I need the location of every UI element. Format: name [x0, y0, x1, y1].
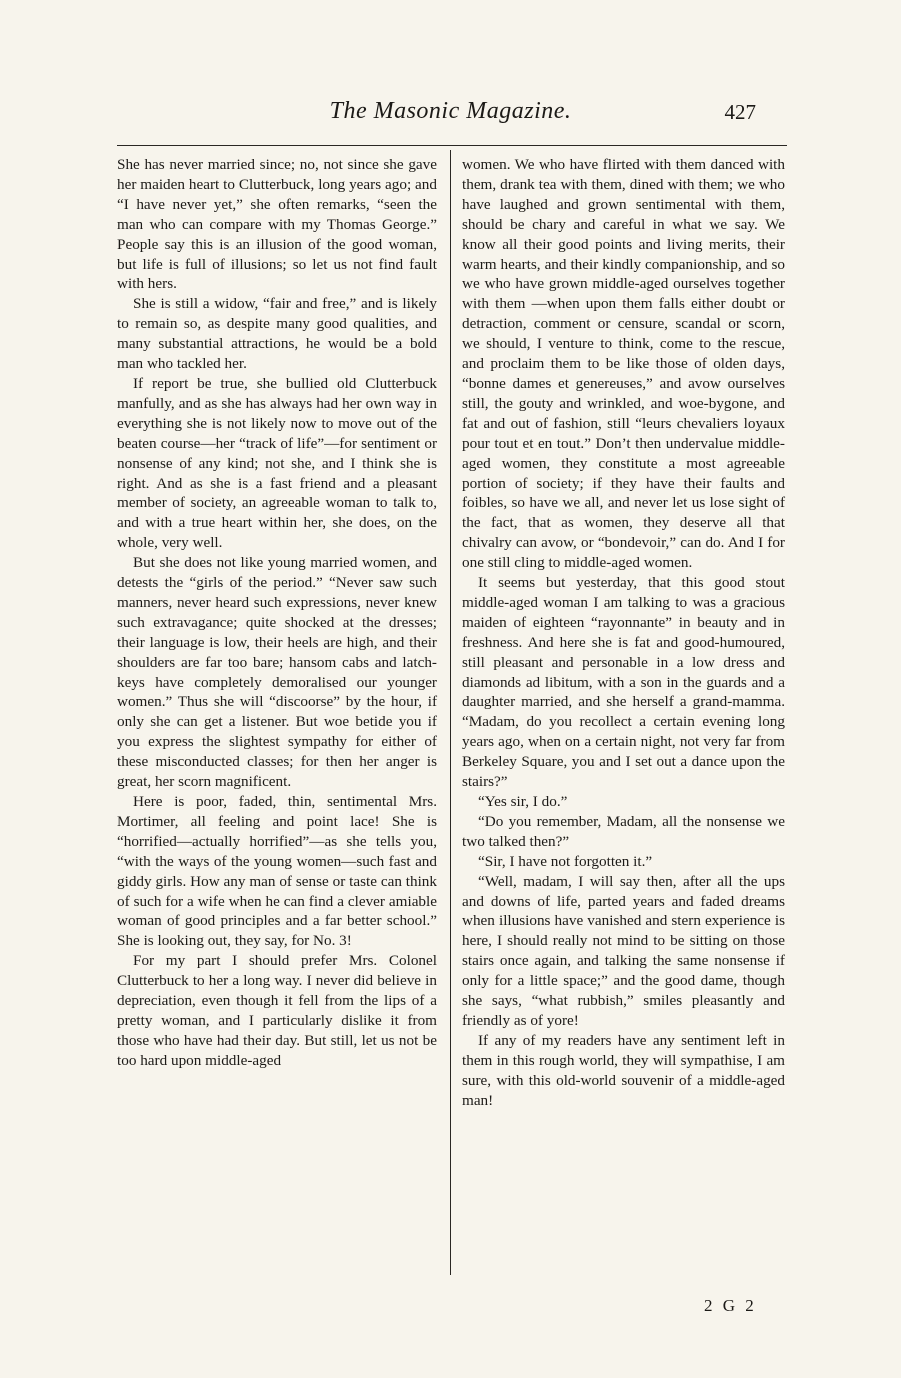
paragraph: women. We who have flirted with them danced with them, drank tea with them, dined with them; we who have laughed and grown sentimental with them, should be chary and careful in what we say. We know all their good points and living merits, their warm hearts, and their kindly companionship, and so we who have grown middle-aged ourselves together with them —when upon them falls either doubt or detraction, comment or censure, scandal or scorn, we should, I venture to think, come to the rescue, and proclaim them to be like those of olden days, “bonne dames et genereuses,” and avow ourselves still, the gouty and wrinkled, and woe-bygone, and fat and out of fashion, still “leurs chevaliers loyaux pour tout et en tout.” Don’t then undervalue middle-aged women, they constitute a most agreeable portion of society; if they have their faults and foibles, so have we all, and never let us lose sight of the fact, that as women, they deserve all that chivalry can avow, or “bondevoir,” can do. And I for one still cling to middle-aged women. — [462, 156, 785, 572]
paragraph: But she does not like young married women, and detests the “girls of the period.” “Never saw such manners, never heard such expressions, never knew such extravagance; quite shocked at the dresses; their language is low, their heels are high, and their shoulders are far too bare; hansom cabs and latch-keys have completely demoralised our younger women.” Thus she will “discoorse” by the hour, if only she can get a listener. But woe betide you if you express the slightest sympathy for either of these misconducted classes; for then her anger is great, her scorn magnificent. — [117, 554, 437, 791]
paragraph: It seems but yesterday, that this good stout middle-aged woman I am talking to was a gracious maiden of eighteen “rayonnante” in beauty and in freshness. And here she is fat and good-humoured, still pleasant and personable in a low dress and diamonds ad libitum, with a son in the guards and a daughter married, and she herself a grand-mamma. “Madam, do you recollect a certain evening long years ago, when on a certain night, not very far from Berkeley Square, you and I set out a dance upon the stairs?” — [462, 574, 785, 791]
paragraph: “Sir, I have not forgotten it.” — [478, 852, 653, 870]
paragraph: “Do you remember, Madam, all the nonsense we two talked then?” — [462, 812, 785, 850]
paragraph: Here is poor, faded, thin, sentimental Mrs. Mortimer, all feeling and point lace! She is “horrified—actually horrified”—as she tells you, “with the ways of the young women—such fast and giddy girls. How any man of sense or taste can think of such for a wife when he can find a clever amiable woman of good principles and a far better school.” She is looking out, they say, for No. 3! — [117, 793, 437, 950]
paragraph: For my part I should prefer Mrs. Colonel Clutterbuck to her a long way. I never did believe in depreciation, even though it fell from the lips of a pretty woman, and I particularly dislike it from those who have had their day. But still, let us not be too hard upon middle-aged — [117, 952, 437, 1069]
paragraph: “Yes sir, I do.” — [478, 793, 568, 810]
header-rule — [117, 145, 787, 146]
page-header — [0, 98, 901, 138]
paragraph: If any of my readers have any sentiment left in them in this rough world, they will sympathise, I am sure, with this old-world souvenir of a middle-aged man! — [462, 1031, 785, 1109]
right-column — [462, 155, 785, 1111]
column-divider — [450, 150, 451, 1275]
paragraph: If report be true, she bullied old Clutterbuck manfully, and as she has always had her own way in everything she is not likely now to move out of the beaten course—her “track of life”—for sentiment or nonsense of any kind; not she, and I think she is right. And as she is a fast friend and a pleasant member of society, an agreeable woman to talk to, and with a true heart within her, she does, on the whole, very well. — [117, 374, 437, 552]
paragraph: “Well, madam, I will say then, after all the ups and downs of life, parted years and faded dreams when illusions have vanished and stern experience is here, I should really not mind to be sitting on those stairs once again, and talking the same nonsense if only for a little space;” and the good dame, though she says, “what rubbish,” smiles pleasantly and friendly as of yore! — [462, 872, 785, 1029]
running-title: The Masonic Magazine. — [329, 98, 572, 124]
paragraph: She is still a widow, “fair and free,” and is likely to remain so, as despite many good qualities, and many substantial attractions, he would be a bold man who tackled her. — [117, 295, 437, 373]
page-number: 427 — [724, 100, 756, 124]
paragraph: She has never married since; no, not since she gave her maiden heart to Clutterbuck, long years ago; and “I have never yet,” she often remarks, “seen the man who can compare with my Thomas George.” People say this is an illusion of the good woman, but life is full of illusions; so let us not find fault with hers. — [117, 156, 437, 293]
signature-mark: 2 G 2 — [704, 1296, 757, 1315]
left-column — [117, 155, 437, 1071]
